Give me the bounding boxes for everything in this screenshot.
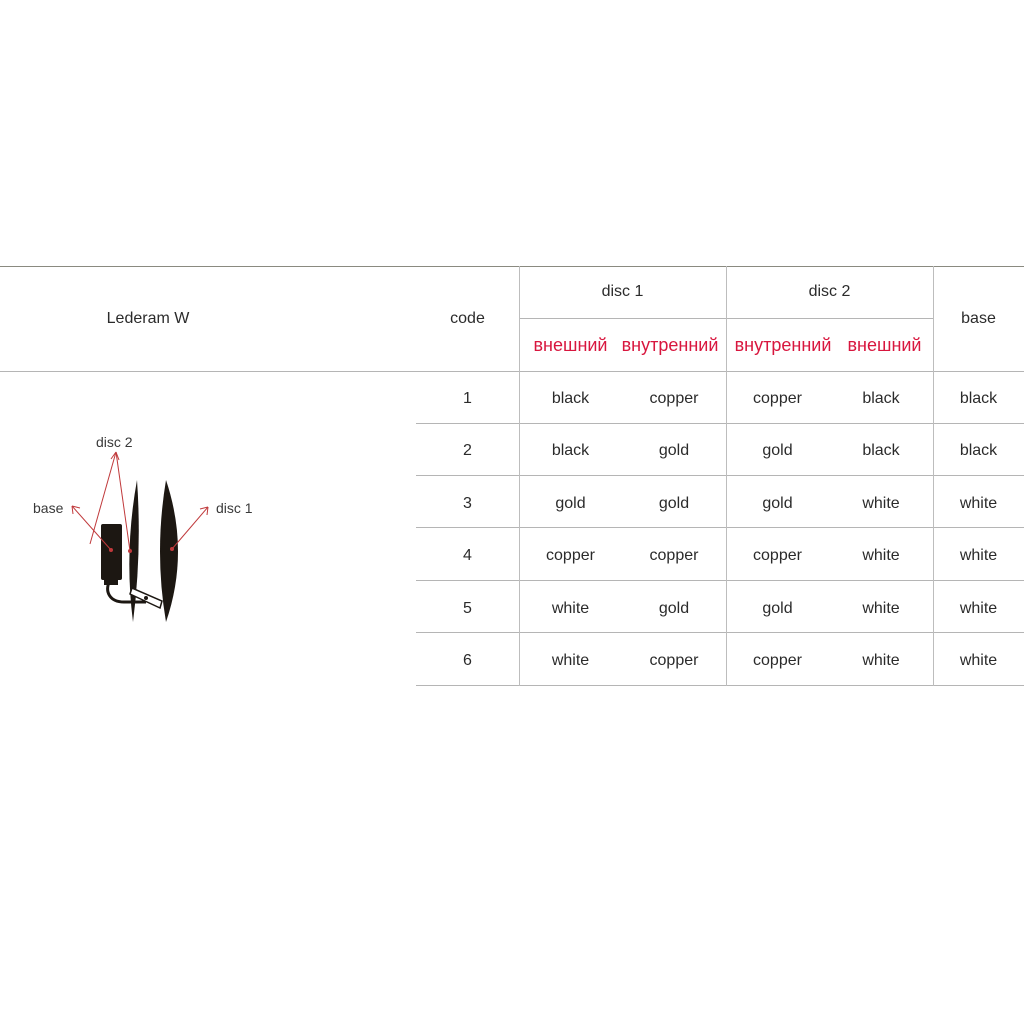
cell-code: 4 [463, 547, 472, 564]
cell-disc1-inner: copper [649, 390, 699, 407]
cell-disc2-outer: white [862, 495, 900, 512]
header-disc1: disc 1 [601, 283, 644, 300]
cell-code: 5 [463, 600, 472, 617]
cell-base: white [959, 652, 998, 669]
label-base: base [33, 500, 64, 516]
cell-base: black [959, 442, 998, 459]
cell-disc1-inner: copper [649, 547, 699, 564]
product-title: Lederam W [106, 309, 190, 327]
cell-disc1-outer: black [551, 442, 590, 459]
cell-disc2-outer: white [862, 600, 900, 617]
cell-disc1-outer: black [551, 390, 590, 407]
header-disc2-inner: внутренний [734, 334, 832, 355]
cell-disc2-inner: copper [753, 652, 802, 669]
cell-disc2-outer: black [862, 442, 900, 459]
cell-disc1-inner: gold [658, 600, 690, 617]
cell-disc1-outer: white [551, 652, 590, 669]
cell-disc2-inner: gold [762, 495, 793, 512]
cell-code: 2 [463, 442, 472, 459]
cell-disc1-outer: white [551, 600, 590, 617]
cell-code: 6 [463, 652, 472, 669]
header-disc2-outer: внешний [847, 334, 922, 355]
cell-code: 1 [463, 390, 472, 407]
cell-disc2-outer: white [862, 547, 900, 564]
cell-disc2-inner: copper [753, 390, 802, 407]
cell-disc2-inner: copper [753, 547, 802, 564]
header-disc1-inner: внутренний [621, 334, 719, 355]
callout-arrows [72, 452, 208, 553]
cell-base: white [959, 547, 998, 564]
cell-base: white [959, 495, 998, 512]
cell-disc2-inner: gold [762, 442, 793, 459]
cell-disc2-outer: white [862, 652, 900, 669]
cell-code: 3 [463, 495, 472, 512]
label-disc1: disc 1 [216, 500, 253, 516]
header-disc1-outer: внешний [533, 334, 608, 355]
cell-base: black [959, 390, 998, 407]
cell-disc1-outer: gold [555, 495, 586, 512]
label-disc2: disc 2 [96, 434, 133, 450]
cell-disc1-inner: gold [658, 495, 690, 512]
header-base: base [961, 309, 996, 327]
header-disc2: disc 2 [808, 283, 851, 300]
cell-disc2-inner: gold [762, 600, 793, 617]
cell-disc1-inner: gold [658, 442, 690, 459]
cell-base: white [959, 600, 998, 617]
cell-disc1-outer: copper [546, 547, 595, 564]
header-code: code [450, 309, 485, 327]
cell-disc2-outer: black [862, 390, 900, 407]
cell-disc1-inner: copper [649, 652, 699, 669]
